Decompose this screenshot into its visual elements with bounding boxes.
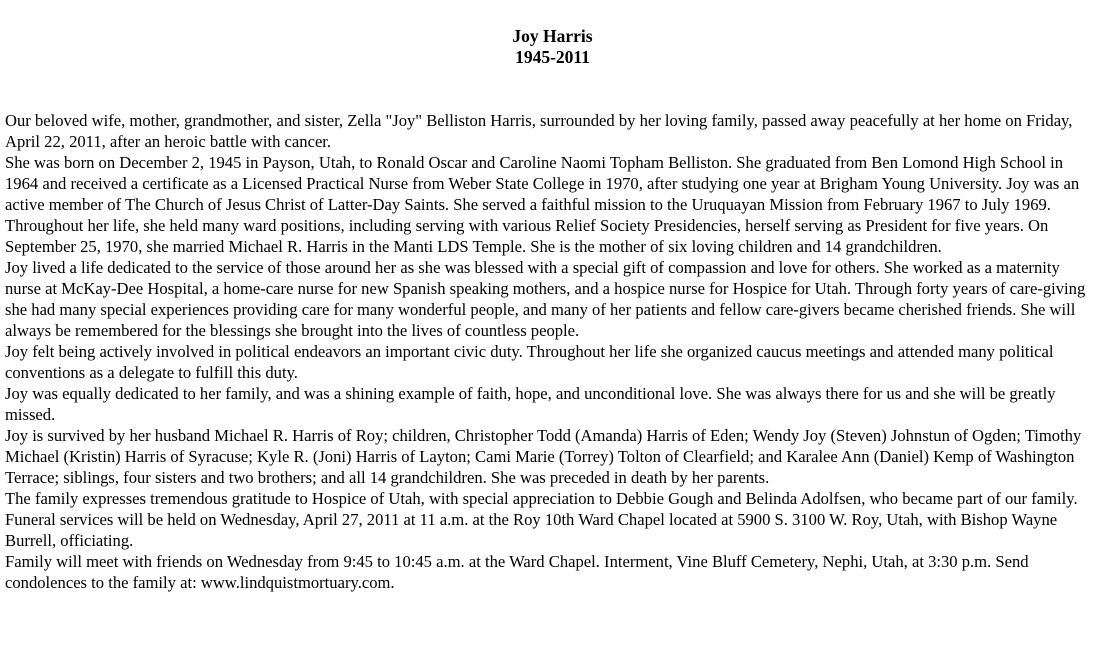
paragraph-funeral: Funeral services will be held on Wednesday, April 27, 2011 at 11 a.m. at the Roy 10th Ward Chapel located at 5900 S. 3100 W. Roy, Utah, with Bishop Wayne Burrell, officiating. — [5, 510, 1058, 550]
paragraph-announcement: Our beloved wife, mother, grandmother, and sister, Zella "Joy" Belliston Harris, surrounded by her loving family, passed away peacefully at her home on Friday, April 22, 2011, after an heroic battle with cancer. — [5, 111, 1073, 151]
paragraph-viewing: Family will meet with friends on Wednesday from 9:45 to 10:45 a.m. at the Ward Chapel. Interment, Vine Bluff Cemetery, Nephi, Utah, at 3:30 p.m. Send condolences to the family at: www.lindquistmortuary.com. — [5, 552, 1029, 592]
paragraph-biography: She was born on December 2, 1945 in Payson, Utah, to Ronald Oscar and Caroline Naomi Topham Belliston. She graduated from Ben Lomond High School in 1964 and received a certificate as a Licensed Practical Nurse from Weber State College in 1970, after studying one year at Brigham Young University. Joy was an active member of The Church of Jesus Christ of Latter-Day Saints. She served a faithful mission to the Uruquayan Mission from February 1967 to July 1969. Throughout her life, she held many ward positions, including serving with various Relief Society Presidencies, herself serving as President for five years. On September 25, 1970, she married Michael R. Harris in the Manti LDS Temple. She is the mother of six loving children and 14 grandchildren. — [5, 153, 1080, 256]
paragraph-family-dedication: Joy was equally dedicated to her family, and was a shining example of faith, hope, and unconditional love. She was always there for us and she will be greatly missed. — [5, 384, 1056, 424]
paragraph-service: Joy lived a life dedicated to the service of those around her as she was blessed with a special gift of compassion and love for others. She worked as a maternity nurse at McKay-Dee Hospital, a home-care nurse for new Spanish speaking mothers, and a hospice nurse for Hospice for Utah. Through forty years of care-giving she had many special experiences providing care for many wonderful people, and many of her patients and fellow care-givers became cherished friends. She will always be remembered for the blessings she brought into the lives of countless people. — [5, 258, 1086, 340]
deceased-name: Joy Harris — [512, 26, 593, 46]
obituary-header — [0, 26, 1105, 68]
life-years: 1945-2011 — [515, 47, 590, 67]
paragraph-gratitude: The family expresses tremendous gratitude to Hospice of Utah, with special appreciation to Debbie Gough and Belinda Adolfsen, who became part of our family. — [5, 489, 1078, 508]
paragraph-survivors: Joy is survived by her husband Michael R. Harris of Roy; children, Christopher Todd (Amanda) Harris of Eden; Wendy Joy (Steven) Johnstun of Ogden; Timothy Michael (Kristin) Harris of Syracuse; Kyle R. (Joni) Harris of Layton; Cami Marie (Torrey) Tolton of Clearfield; and Karalee Ann (Daniel) Kemp of Washington Terrace; siblings, four sisters and two brothers; and all 14 grandchildren. She was preceded in death by her parents. — [5, 426, 1082, 487]
paragraph-civic-duty: Joy felt being actively involved in political endeavors an important civic duty. Throughout her life she organized caucus meetings and attended many political conventions as a delegate to fulfill this duty. — [5, 342, 1054, 382]
obituary-body — [5, 110, 1097, 593]
